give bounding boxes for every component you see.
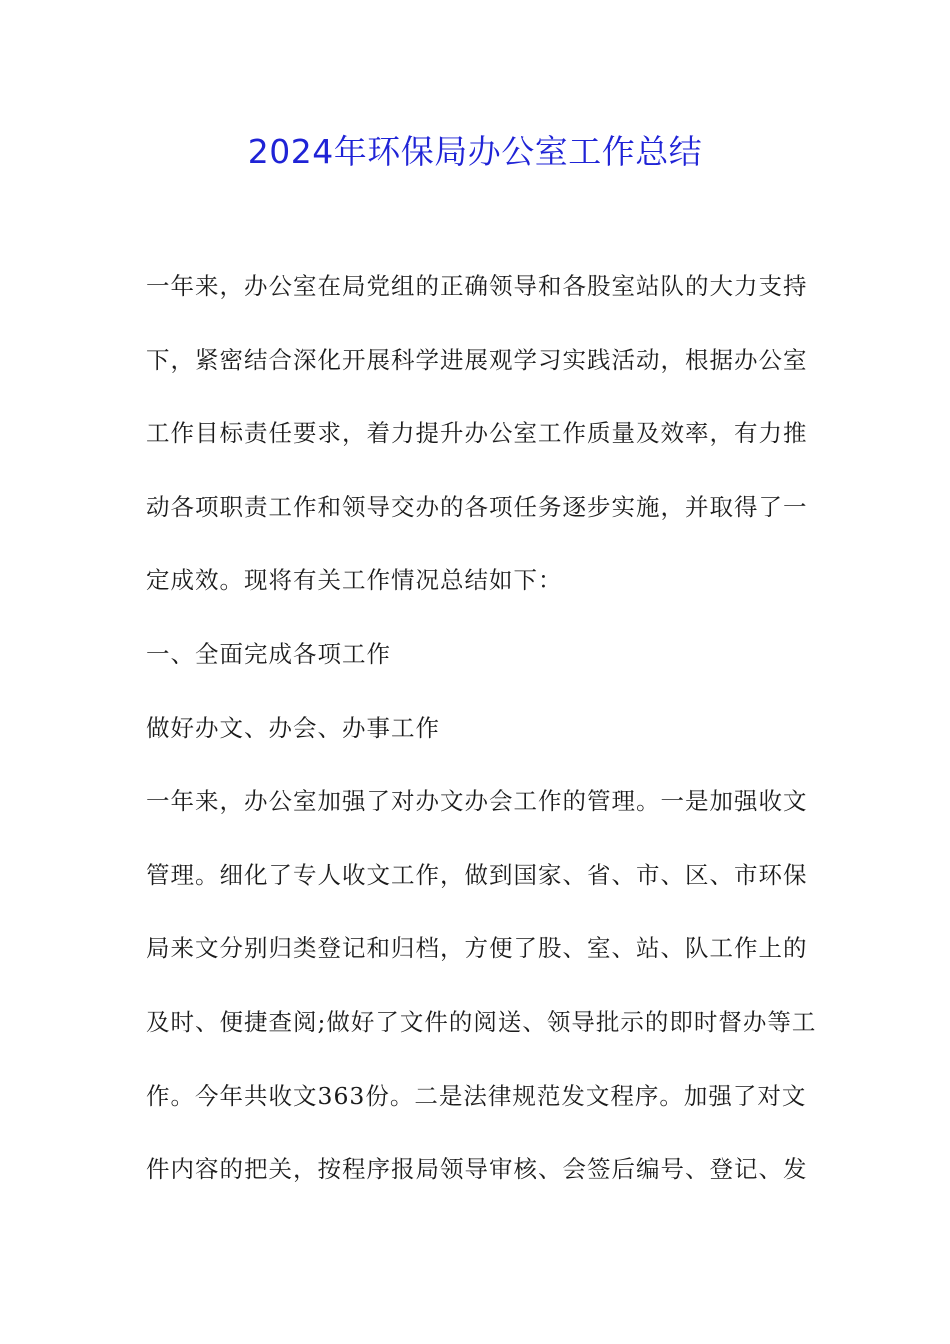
document-body: [146, 262, 817, 1219]
paragraph-line: 工作目标责任要求，着力提升办公室工作质量及效率，有力推: [146, 419, 808, 448]
paragraph-line: 及时、便捷查阅;做好了文件的阅送、领导批示的即时督办等工: [146, 1007, 817, 1036]
subsection-heading: 做好办文、办会、办事工作: [146, 713, 440, 742]
section-heading: 一、全面完成各项工作: [146, 639, 391, 668]
paragraph-line: 局来文分别归类登记和归档，方便了股、室、站、队工作上的: [146, 934, 808, 963]
paragraph-line: 动各项职责工作和领导交办的各项任务逐步实施，并取得了一: [146, 492, 808, 521]
paragraph-line: 一年来，办公室加强了对办文办会工作的管理。一是加强收文: [146, 787, 808, 816]
paragraph-line: 定成效。现将有关工作情况总结如下：: [146, 566, 563, 595]
paragraph-line: 作。今年共收文363份。二是法律规范发文程序。加强了对文: [146, 1081, 807, 1110]
paragraph-line: 管理。细化了专人收文工作，做到国家、省、市、区、市环保: [146, 860, 808, 889]
document-title: 2024年环保局办公室工作总结: [247, 132, 703, 171]
paragraph-line: 下，紧密结合深化开展科学进展观学习实践活动，根据办公室: [146, 345, 808, 374]
paragraph-line: 件内容的把关，按程序报局领导审核、会签后编号、登记、发: [146, 1155, 808, 1184]
paragraph-line: 一年来，办公室在局党组的正确领导和各股室站队的大力支持: [146, 272, 808, 300]
